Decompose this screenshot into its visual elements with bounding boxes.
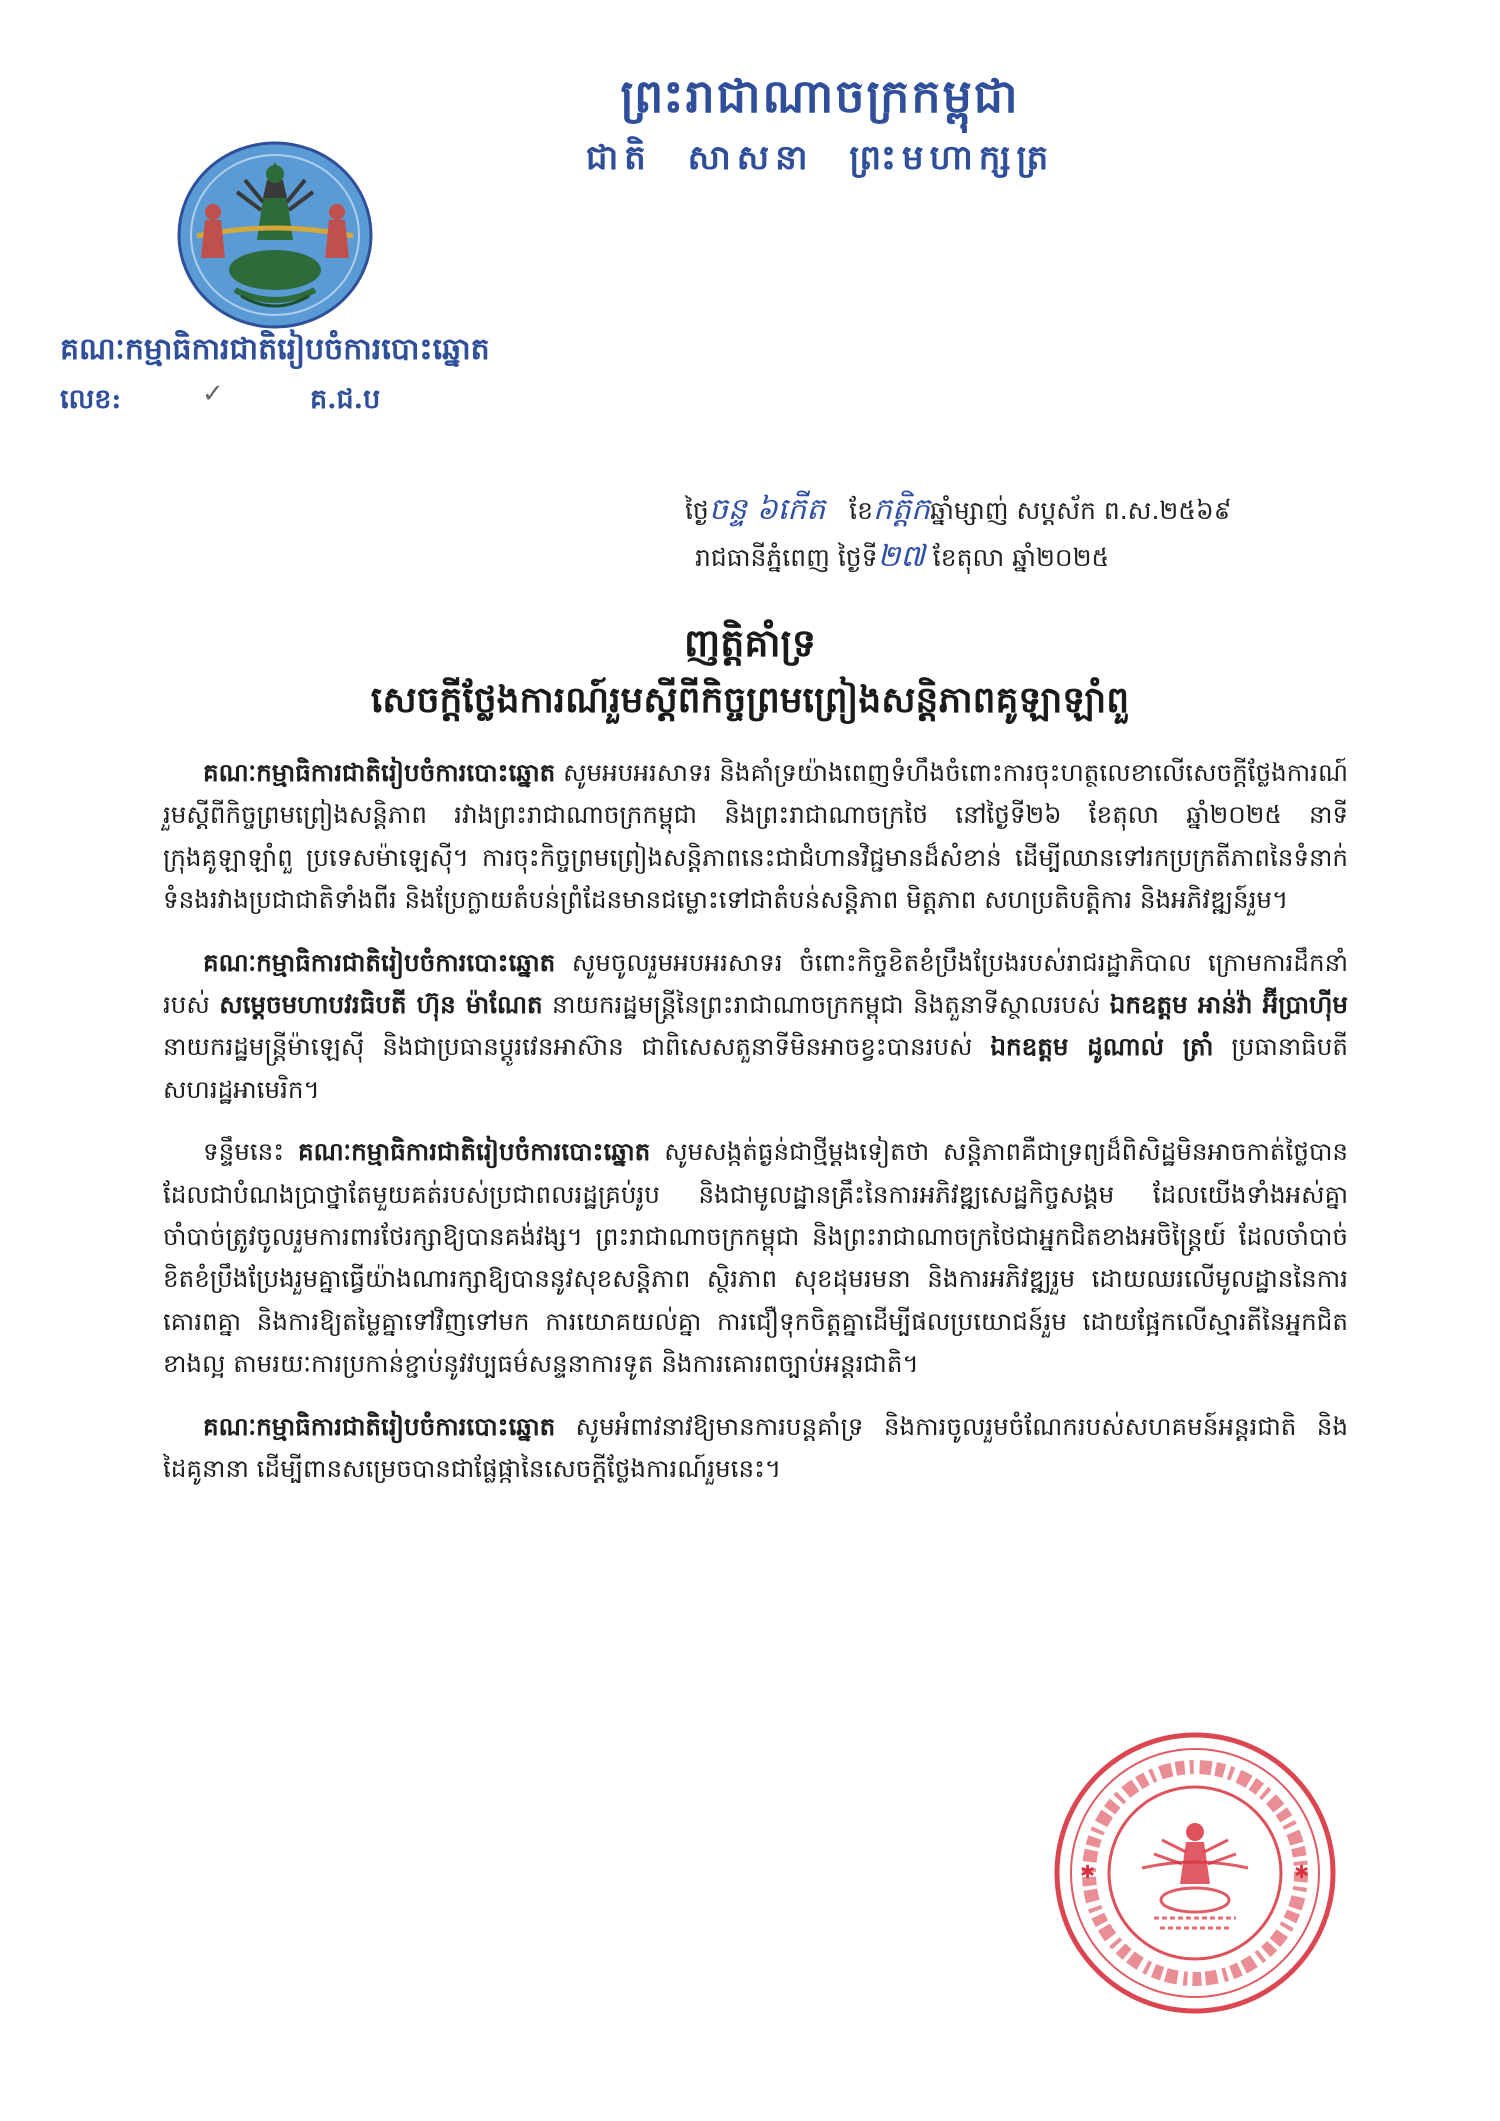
reference-row bbox=[60, 379, 460, 423]
date-block bbox=[685, 487, 1445, 581]
p2-text-c: នាយករដ្ឋមន្ត្រីម៉ាឡេស៊ី និងជាប្រធានប្តូរវេនអាស៊ាន ជាពិសេសតួនាទីមិនអាចខ្វះបានរបស់ bbox=[163, 1032, 991, 1062]
ref-label: លេខ: bbox=[60, 384, 122, 415]
ref-check-mark: ✓ bbox=[202, 379, 224, 409]
solar-date-line bbox=[685, 534, 1445, 581]
svg-text:✱: ✱ bbox=[1080, 1862, 1096, 1883]
p2-name-trump: ឯកឧត្តម ដូណាល់ ត្រាំ bbox=[990, 1032, 1214, 1062]
paragraph-3 bbox=[163, 1131, 1348, 1385]
title-statement: សេចក្តីថ្លែងការណ៍រួមស្តីពីកិច្ចព្រមព្រៀងសន្តិភាពគូឡាឡាំពួ bbox=[370, 679, 1130, 721]
p2-text-d: ប្រធានាធិបតីសហរដ្ឋអាមេរិក។ bbox=[163, 1032, 1348, 1104]
solar-date-prefix: រាជធានីភ្នំពេញ ថ្ងៃទី bbox=[695, 543, 878, 572]
paragraph-2 bbox=[163, 942, 1348, 1112]
official-seal-icon bbox=[1050, 1728, 1340, 2018]
p3-lead: ទន្ទឹមនេះ bbox=[203, 1137, 298, 1167]
handwritten-solar-day: ២៧ bbox=[877, 539, 925, 574]
paragraph-1 bbox=[163, 752, 1348, 922]
title-petition: ញត្តិគាំទ្រ bbox=[684, 620, 816, 665]
day-prefix: ថ្ងៃ bbox=[685, 496, 709, 525]
handwritten-day: ចន្ទ ៦កើត bbox=[708, 492, 826, 527]
nec-emblem-icon bbox=[175, 140, 375, 330]
p3-text: សូមសង្កត់ធ្ងន់ជាថ្មីម្តងទៀតថា សន្តិភាពគឺជាទ្រព្យដ៏ពិសិដ្ឋមិនអាចកាត់ថ្លៃបាន ដែលជាបំណងប្រាថ្នាតែមួយគត់របស់ប្រជាពលរដ្ឋគ្រប់រូប និងជាមូលដ្ឋានគ្រឹះនៃការអភិវឌ្ឍសេដ្ឋកិច្ចសង្គម ដែលយើងទាំងអស់គ្នាចាំបាច់ត្រូវចូលរួមការពារថែរក្សាឱ្យបានគង់វង្ស។ ព្រះរាជាណាចក្រកម្ពុជា និងព្រះរាជាណាចក្រថៃជាអ្នកជិតខាងអចិន្ត្រៃយ៍ ដែលចាំបាច់ខិតខំប្រឹងប្រែងរួមគ្នាធ្វើយ៉ាងណារក្សាឱ្យបាននូវសុខសន្តិភាព ស្ថិរភាព សុខដុមរមនា និងការអភិវឌ្ឍរួម ដោយឈរលើមូលដ្ឋាននៃការគោរពគ្នា និងការឱ្យតម្លៃគ្នាទៅវិញទៅមក ការយោគយល់គ្នា ការជឿទុកចិត្តគ្នាដើម្បីផលប្រយោជន៍រួម ដោយផ្អែកលើស្មារតីនៃអ្នកជិតខាងល្អ តាមរយៈការប្រកាន់ខ្ជាប់នូវវប្បធម៌សន្ទនាការទូត និងការគោរពច្បាប់អន្តរជាតិ។ bbox=[163, 1137, 1348, 1379]
p2-name-hun-manet: សម្តេចមហាបវរធិបតី ហ៊ុន ម៉ាណែត bbox=[219, 990, 543, 1020]
document-body bbox=[163, 752, 1348, 1511]
handwritten-month: កត្តិក bbox=[872, 492, 931, 527]
committee-name: គណៈកម្មាធិការជាតិរៀបចំការបោះឆ្នោត bbox=[60, 332, 490, 367]
document-title bbox=[60, 615, 1440, 729]
p2-name-anwar: ឯកឧត្តម អាន់វ៉ា អ៊ីប្រាហ៊ីម bbox=[1109, 990, 1349, 1020]
lunar-date-line bbox=[685, 487, 1445, 534]
svg-text:✱: ✱ bbox=[1294, 1862, 1310, 1883]
p3-subject: គណៈកម្មាធិការជាតិរៀបចំការបោះឆ្នោត bbox=[298, 1137, 651, 1167]
p1-subject: គណៈកម្មាធិការជាតិរៀបចំការបោះឆ្នោត bbox=[203, 758, 556, 787]
p4-subject: គណៈកម្មាធិការជាតិរៀបចំការបោះឆ្នោត bbox=[203, 1411, 556, 1441]
p2-text-b: នាយករដ្ឋមន្ត្រីនៃព្រះរាជាណាចក្រកម្ពុជា និងតួនាទីស្ថាលរបស់ bbox=[542, 990, 1110, 1020]
kingdom-heading bbox=[560, 66, 1080, 184]
p2-subject: គណៈកម្មាធិការជាតិរៀបចំការបោះឆ្នោត bbox=[203, 947, 556, 977]
solar-month-year: ខែតុលា ឆ្នាំ២០២៥ bbox=[932, 543, 1110, 572]
p1-text: សូមអបអរសាទរ និងគាំទ្រយ៉ាងពេញទំហឹងចំពោះការចុះហត្ថលេខាលើសេចក្តីថ្លែងការណ៍រួមស្តីពីកិច្ចព្រមព្រៀងសន្តិភាព រវាងព្រះរាជាណាចក្រកម្ពុជា និងព្រះរាជាណាចក្រថៃ នៅថ្ងៃទី២៦ ខែតុលា ឆ្នាំ២០២៥ នាទីក្រុងគូឡាឡាំពួ ប្រទេសម៉ាឡេស៊ី។ ការចុះកិច្ចព្រមព្រៀងសន្តិភាពនេះជាជំហានវិជ្ជមានដ៏សំខាន់ ដើម្បីឈានទៅរកប្រក្រតីភាពនៃទំនាក់ទំនងរវាងប្រជាជាតិទាំងពីរ និងប្រែក្លាយតំបន់ព្រំដែនមានជម្លោះទៅជាតំបន់សន្តិភាព មិត្តភាព សហប្រតិបត្តិការ និងអភិវឌ្ឍន៍រួម។ bbox=[163, 758, 1348, 915]
paragraph-4 bbox=[163, 1406, 1348, 1491]
month-prefix: ខែ bbox=[849, 496, 873, 525]
p4-text: សូមអំពាវនាវឱ្យមានការបន្តគាំទ្រ និងការចូលរួមចំណែករបស់សហគមន៍អន្តរជាតិ និងដៃគូនានា ដើម្បីពានសម្រេចបានជាផ្លែផ្កានៃសេចក្តីថ្លែងការណ៍រួមនេះ។ bbox=[163, 1411, 1348, 1484]
kingdom-title: ព្រះរាជាណាចក្រកម្ពុជា bbox=[620, 69, 1020, 123]
ref-code: គ.ជ.ប bbox=[310, 384, 381, 415]
lunar-year: ឆ្នាំម្សាញ់ សប្តស័ក ព.ស.២៥៦៩ bbox=[930, 496, 1232, 525]
kingdom-motto: ជាតិ សាសនា ព្រះមហាក្សត្រ bbox=[585, 138, 1055, 178]
p2-text-a: សូមចូលរួមអបអរសាទរ ចំពោះកិច្ចខិតខំប្រឹងប្រែងរបស់រាជរដ្ឋាភិបាល ក្រោមការដឹកនាំរបស់ bbox=[163, 947, 1348, 1020]
